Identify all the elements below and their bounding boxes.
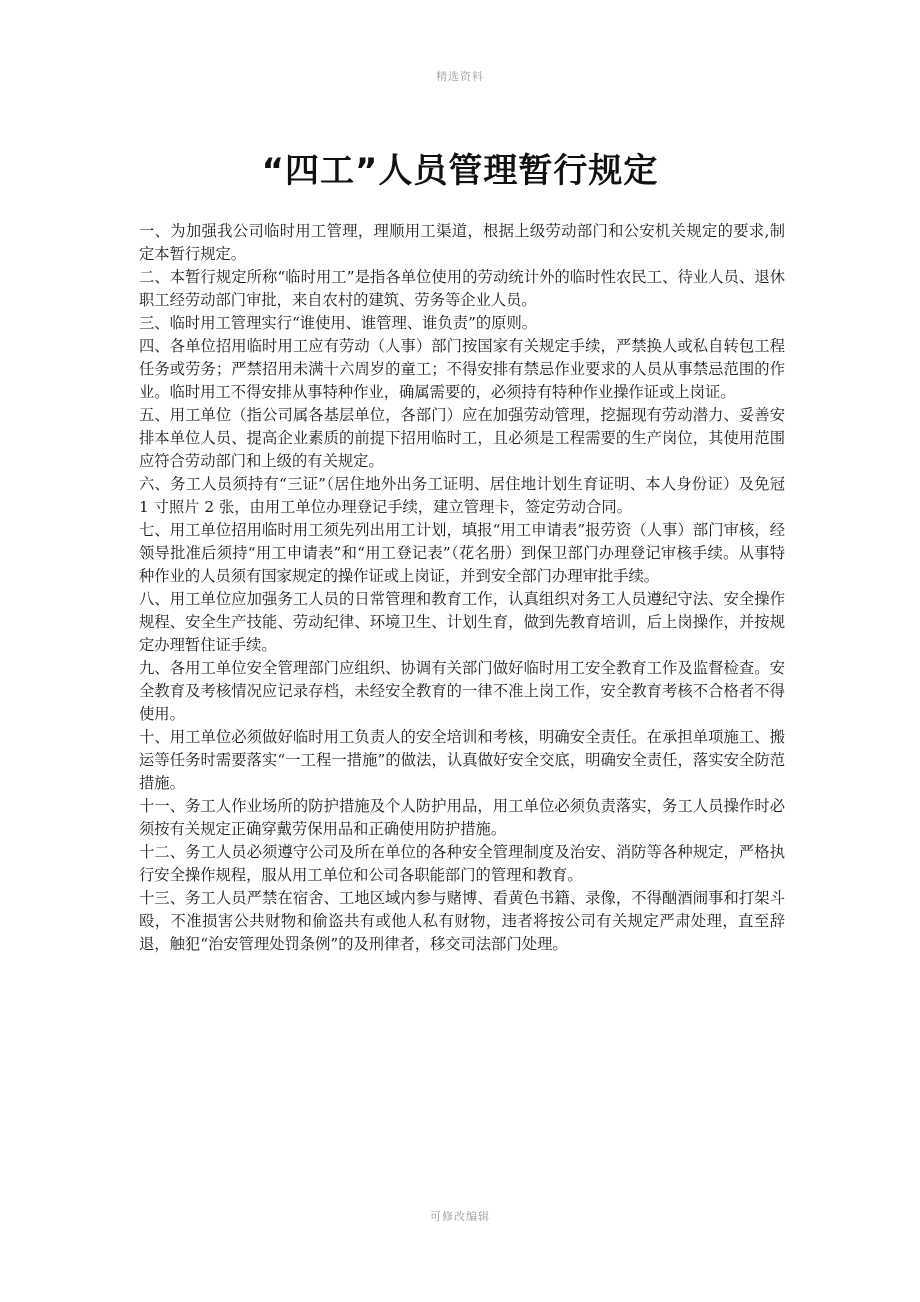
document-title: “四工”人员管理暂行规定 (261, 151, 659, 191)
paragraph-4: 四、各单位招用临时用工应有劳动（人事）部门按国家有关规定手续，严禁换人或私自转包工程任务或劳务；严禁招用未满十六周岁的童工；不得安排有禁忌作业要求的人员从事禁忌范围的作业。临时用工不得安排从事特种作业，确属需要的，必须持有特种作业操作证或上岗证。 (139, 337, 785, 401)
page-footer-note: 可修改编辑 (430, 1210, 490, 1223)
paragraph-9: 九、各用工单位安全管理部门应组织、协调有关部门做好临时用工安全教育工作及监督检查。安全教育及考核情况应记录存档，未经安全教育的一律不准上岗工作，安全教育考核不合格者不得使用。 (139, 659, 785, 723)
paragraph-10: 十、用工单位必须做好临时用工负责人的安全培训和考核，明确安全责任。在承担单项施工、搬运等任务时需要落实“一工程一措施”的做法，认真做好安全交底，明确安全责任，落实安全防范措施。 (139, 728, 785, 792)
paragraph-1: 一、为加强我公司临时用工管理，理顺用工渠道，根据上级劳动部门和公安机关规定的要求,制定本暂行规定。 (139, 222, 785, 263)
page-header-note: 精选资料 (436, 70, 484, 83)
paragraph-6: 六、务工人员须持有“三证”（居住地外出务工证明、居住地计划生育证明、本人身份证）及免冠 1 寸照片 2 张，由用工单位办理登记手续，建立管理卡，签定劳动合同。 (139, 475, 785, 516)
paragraph-11: 十一、务工人作业场所的防护措施及个人防护用品，用工单位必须负责落实，务工人员操作时必须按有关规定正确穿戴劳保用品和正确使用防护措施。 (139, 797, 785, 838)
document-body (139, 220, 785, 956)
paragraph-2: 二、本暂行规定所称“临时用工”是指各单位使用的劳动统计外的临时性农民工、待业人员、退休职工经劳动部门审批，来自农村的建筑、劳务等企业人员。 (139, 268, 785, 309)
paragraph-5: 五、用工单位（指公司属各基层单位，各部门）应在加强劳动管理，挖掘现有劳动潜力、妥善安排本单位人员、提高企业素质的前提下招用临时工，且必须是工程需要的生产岗位，其使用范围应符合劳动部门和上级的有关规定。 (139, 406, 785, 470)
paragraph-13: 十三、务工人员严禁在宿舍、工地区域内参与赌博、看黄色书籍、录像，不得酗酒闹事和打架斗殴，不准损害公共财物和偷盗共有或他人私有财物，违者将按公司有关规定严肃处理，直至辞退，触犯“治安管理处罚条例”的及刑律者，移交司法部门处理。 (139, 889, 785, 953)
paragraph-12: 十二、务工人员必须遵守公司及所在单位的各种安全管理制度及治安、消防等各种规定，严格执行安全操作规程，服从用工单位和公司各职能部门的管理和教育。 (139, 843, 785, 884)
paragraph-7: 七、用工单位招用临时用工须先列出用工计划，填报“用工申请表”报劳资（人事）部门审核，经领导批准后须持“用工申请表”和“用工登记表”（花名册）到保卫部门办理登记审核手续。从事特种作业的人员须有国家规定的操作证或上岗证，并到安全部门办理审批手续。 (139, 521, 785, 585)
paragraph-8: 八、用工单位应加强务工人员的日常管理和教育工作，认真组织对务工人员遵纪守法、安全操作规程、安全生产技能、劳动纪律、环境卫生、计划生育，做到先教育培训，后上岗操作，并按规定办理暂住证手续。 (139, 590, 785, 654)
paragraph-3: 三、临时用工管理实行“谁使用、谁管理、谁负责”的原则。 (139, 314, 538, 332)
